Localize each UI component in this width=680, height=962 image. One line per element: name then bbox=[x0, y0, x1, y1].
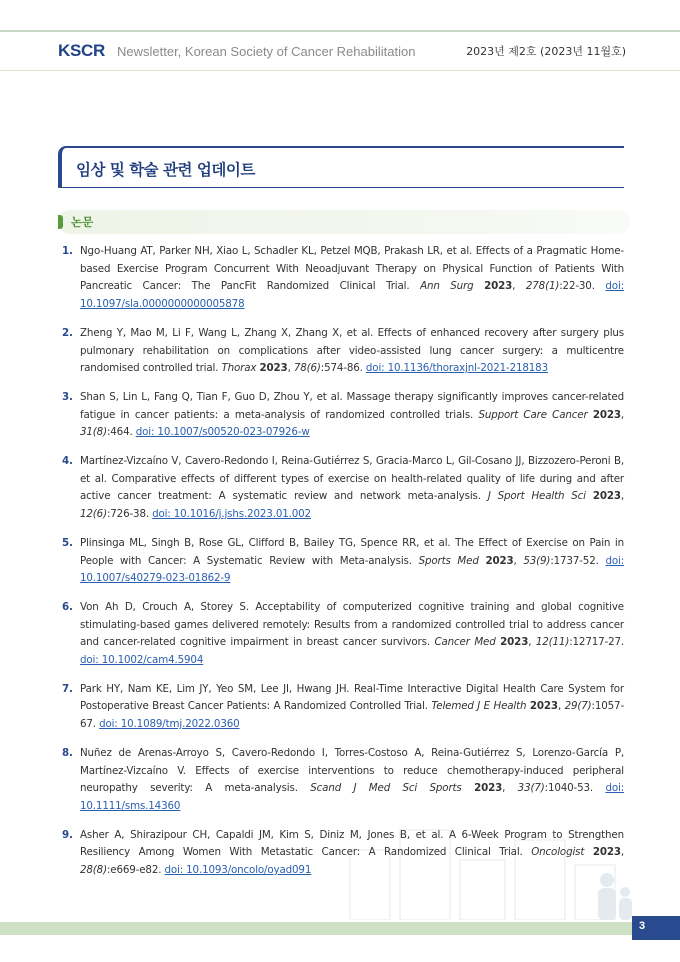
page-range: :e669-e82. bbox=[106, 864, 162, 877]
reference-list bbox=[62, 243, 624, 891]
pub-year: 2023 bbox=[259, 362, 288, 375]
page-number-badge bbox=[632, 916, 680, 940]
reference-number: 3. bbox=[62, 390, 73, 403]
page-number: 3 bbox=[638, 920, 646, 932]
volume-issue: 12(6) bbox=[80, 508, 107, 521]
reference-number: 4. bbox=[62, 455, 73, 468]
doi-link[interactable]: doi: 10.1136/thoraxjnl-2021-218183 bbox=[365, 362, 548, 375]
pub-year: 2023 bbox=[500, 636, 529, 649]
reference-number: 5. bbox=[62, 536, 73, 549]
doi-link[interactable]: doi: 10.1007/s40279-023-01862-9 bbox=[80, 554, 625, 585]
reference-number: 8. bbox=[62, 746, 73, 759]
reference-number: 2. bbox=[62, 326, 73, 339]
pub-year: 2023 bbox=[592, 408, 621, 421]
reference-text: Plinsinga ML, Singh B, Rose GL, Clifford B, Bailey TG, Spence RR, et al. The Effect of Exercise on Pain in People with Cancer: A Systematic Review with Meta-analysis. bbox=[80, 536, 624, 567]
pub-year: 2023 bbox=[484, 280, 513, 293]
journal-name: Sports Med bbox=[418, 554, 479, 567]
subsection-title: 논문 bbox=[71, 215, 94, 229]
subsection-header bbox=[58, 210, 630, 234]
page-range: :1057-67. bbox=[80, 700, 625, 731]
reference-item: 1. Ngo-Huang AT, Parker NH, Xiao L, Schadler KL, Petzel MQB, Prakash LR, et al. Effects of a Pragmatic Home-based Exercise Program Concurrent With Neoadjuvant Therapy on Physical Function of Patients With Pancreatic Cancer: The PancFit Randomized Clinical Trial. Ann Surg 2023, 278(1):22-30. doi: 10.1097/sla.0000000000005878 bbox=[62, 245, 624, 311]
journal-name: Oncologist bbox=[531, 846, 585, 859]
doi-link[interactable]: doi: 10.1097/sla.0000000000005878 bbox=[80, 280, 624, 311]
reference-text: Nuñez de Arenas-Arroyo S, Cavero-Redondo I, Torres-Costoso A, Reina-Gutiérrez S, Lorenzo-García P, Martínez-Vizcaíno V. Effects of exercise interventions to reduce chemotherapy-induced peripheral neuropathy severity: A meta-analysis. bbox=[80, 746, 624, 795]
reference-number: 6. bbox=[62, 600, 73, 613]
volume-issue: 28(8) bbox=[80, 864, 107, 877]
reference-item: 7. Park HY, Nam KE, Lim JY, Yeo SM, Lee JI, Hwang JH. Real-Time Interactive Digital Health Care System for Postoperative Breast Cancer Patients: A Randomized Controlled Trial. Telemed J E Health 2023, 29(7):1057-67. doi: 10.1089/tmj.2022.0360 bbox=[62, 682, 625, 731]
pub-year: 2023 bbox=[529, 700, 558, 713]
journal-name: Scand J Med Sci Sports bbox=[310, 782, 462, 795]
footer-rule bbox=[0, 922, 640, 935]
volume-issue: 31(8) bbox=[80, 426, 107, 439]
reference-number: 9. bbox=[62, 828, 73, 841]
section-header bbox=[58, 146, 624, 188]
volume-issue: 12(11) bbox=[535, 636, 570, 649]
pub-year: 2023 bbox=[474, 782, 503, 795]
reference-number: 7. bbox=[62, 682, 73, 695]
journal-name: Cancer Med bbox=[434, 636, 496, 649]
section-title: 임상 및 학술 관련 업데이트 bbox=[76, 161, 255, 179]
volume-issue: 29(7) bbox=[564, 700, 592, 713]
reference-item: 5. Plinsinga ML, Singh B, Rose GL, Clifford B, Bailey TG, Spence RR, et al. The Effect of Exercise on Pain in People with Cancer: A Systematic Review with Meta-analysis. Sports Med 2023, 53(9):1737-52. doi: 10.1007/s40279-023-01862-9 bbox=[62, 536, 625, 585]
doi-link[interactable]: doi: 10.1007/s00520-023-07926-w bbox=[135, 426, 310, 439]
pub-year: 2023 bbox=[485, 554, 514, 567]
reference-text: Asher A, Shirazipour CH, Capaldi JM, Kim S, Diniz M, Jones B, et al. A 6-Week Program to Strengthen Resiliency Among Women With Metastatic Cancer: A Randomized Clinical Trial. bbox=[80, 828, 624, 859]
reference-text: Zheng Y, Mao M, Li F, Wang L, Zhang X, Zhang X, et al. Effects of enhanced recovery after surgery plus pulmonary rehabilitation on complications after video-assisted lung cancer surgery: a multicentre randomised controlled trial. bbox=[80, 326, 624, 375]
reference-item: 4. Martínez-Vizcaíno V, Cavero-Redondo I, Reina-Gutiérrez S, Gracia-Marco L, Gil-Cosano JJ, Bizzozero-Peroni B, et al. Comparative effects of different types of exercise on health-related quality of life during and after active cancer treatment: A systematic review and network meta-analysis. J Sport Health Sci 2023, 12(6):726-38. doi: 10.1016/j.jshs.2023.01.002 bbox=[62, 455, 625, 521]
reference-text: Shan S, Lin L, Fang Q, Tian F, Guo D, Zhou Y, et al. Massage therapy significantly improves cancer-related fatigue in cancer patients: a meta-analysis of randomized controlled trials. bbox=[80, 390, 624, 421]
reference-text: Park HY, Nam KE, Lim JY, Yeo SM, Lee JI, Hwang JH. Real-Time Interactive Digital Health Care System for Postoperative Breast Cancer Patients: A Randomized Controlled Trial. bbox=[80, 682, 624, 713]
doi-link[interactable]: doi: 10.1093/oncolo/oyad091 bbox=[164, 864, 312, 877]
reference-number: 1. bbox=[62, 245, 73, 257]
journal-name: Telemed J E Health bbox=[431, 700, 527, 713]
page-range: :726-38. bbox=[106, 508, 149, 521]
city-skyline-illustration bbox=[330, 820, 640, 920]
reference-item: 9. Asher A, Shirazipour CH, Capaldi JM, Kim S, Diniz M, Jones B, et al. A 6-Week Program to Strengthen Resiliency Among Women With Metastatic Cancer: A Randomized Clinical Trial. Oncologist 2023, 28(8):e669-e82. doi: 10.1093/oncolo/oyad091 bbox=[62, 828, 624, 877]
bullet-marker bbox=[58, 215, 63, 229]
reference-text: Von Ah D, Crouch A, Storey S. Acceptability of computerized cognitive training and global cognitive stimulating-based games delivered remotely: Results from a randomized controlled trial to address cancer and cancer-related cognitive impairment in breast cancer survivors. bbox=[80, 600, 624, 649]
reference-item: 2. Zheng Y, Mao M, Li F, Wang L, Zhang X, Zhang X, et al. Effects of enhanced recovery after surgery plus pulmonary rehabilitation on complications after video-assisted lung cancer surgery: a multicentre randomised controlled trial. Thorax 2023, 78(6):574-86. doi: 10.1136/thoraxjnl-2021-218183 bbox=[62, 326, 624, 375]
page-range: :22-30. bbox=[559, 280, 595, 293]
reference-item: 3. Shan S, Lin L, Fang Q, Tian F, Guo D, Zhou Y, et al. Massage therapy significantly improves cancer-related fatigue in cancer patients: a meta-analysis of randomized controlled trials. Support Care Cancer 2023, 31(8):464. doi: 10.1007/s00520-023-07926-w bbox=[62, 390, 625, 439]
journal-name: Thorax bbox=[221, 362, 257, 375]
volume-issue: 33(7) bbox=[517, 782, 545, 795]
page-range: :464. bbox=[106, 426, 133, 439]
page-range: :1737-52. bbox=[550, 554, 599, 567]
doi-link[interactable]: doi: 10.1002/cam4.5904 bbox=[80, 654, 204, 667]
issue-info: 2023년 제2호 (2023년 11월호) bbox=[466, 45, 626, 58]
journal-name: Ann Surg bbox=[420, 280, 474, 293]
volume-issue: 53(9) bbox=[523, 554, 551, 567]
header-divider bbox=[0, 70, 680, 71]
doi-link[interactable]: doi: 10.1016/j.jshs.2023.01.002 bbox=[152, 508, 311, 521]
volume-issue: 78(6) bbox=[293, 362, 321, 375]
journal-name: Support Care Cancer bbox=[478, 408, 588, 421]
doi-link[interactable]: doi: 10.1111/sms.14360 bbox=[80, 782, 625, 812]
page-range: :1040-53. bbox=[544, 782, 594, 795]
pub-year: 2023 bbox=[592, 490, 621, 503]
reference-text: Ngo-Huang AT, Parker NH, Xiao L, Schadler KL, Petzel MQB, Prakash LR, et al. Effects of a Pragmatic Home-based Exercise Program Concurrent With Neoadjuvant Therapy on Physical Function of Patients With Pancreatic Cancer: The PancFit Randomized Clinical Trial. bbox=[80, 245, 624, 293]
page-header bbox=[58, 40, 626, 62]
reference-item: 8. Nuñez de Arenas-Arroyo S, Cavero-Redondo I, Torres-Costoso A, Reina-Gutiérrez S, Lorenzo-García P, Martínez-Vizcaíno V. Effects of exercise interventions to reduce chemotherapy-induced peripheral neuropathy severity: A meta-analysis. Scand J Med Sci Sports 2023, 33(7):1040-53. doi: 10.1111/sms.14360 bbox=[62, 746, 625, 812]
page-range: :12717-27. bbox=[569, 636, 625, 649]
top-rule bbox=[0, 30, 680, 32]
reference-text: Martínez-Vizcaíno V, Cavero-Redondo I, Reina-Gutiérrez S, Gracia-Marco L, Gil-Cosano JJ, Bizzozero-Peroni B, et al. Comparative effects of different types of exercise on health-related quality of life during and after active cancer treatment: A systematic review and network meta-analysis. bbox=[80, 455, 624, 503]
page-range: :574-86. bbox=[320, 362, 363, 375]
newsletter-title: Newsletter, Korean Society of Cancer Rehabilitation bbox=[116, 43, 416, 59]
pub-year: 2023 bbox=[592, 846, 621, 859]
reference-item: 6. Von Ah D, Crouch A, Storey S. Acceptability of computerized cognitive training and global cognitive stimulating-based games delivered remotely: Results from a randomized controlled trial to address cancer and cancer-related cognitive impairment in breast cancer survivors. Cancer Med 2023, 12(11):12717-27. doi: 10.1002/cam4.5904 bbox=[62, 600, 625, 667]
journal-name: J Sport Health Sci bbox=[487, 490, 586, 503]
volume-issue: 278(1) bbox=[525, 280, 560, 293]
kscr-logo: KSCR bbox=[58, 41, 105, 60]
doi-link[interactable]: doi: 10.1089/tmj.2022.0360 bbox=[99, 718, 240, 731]
